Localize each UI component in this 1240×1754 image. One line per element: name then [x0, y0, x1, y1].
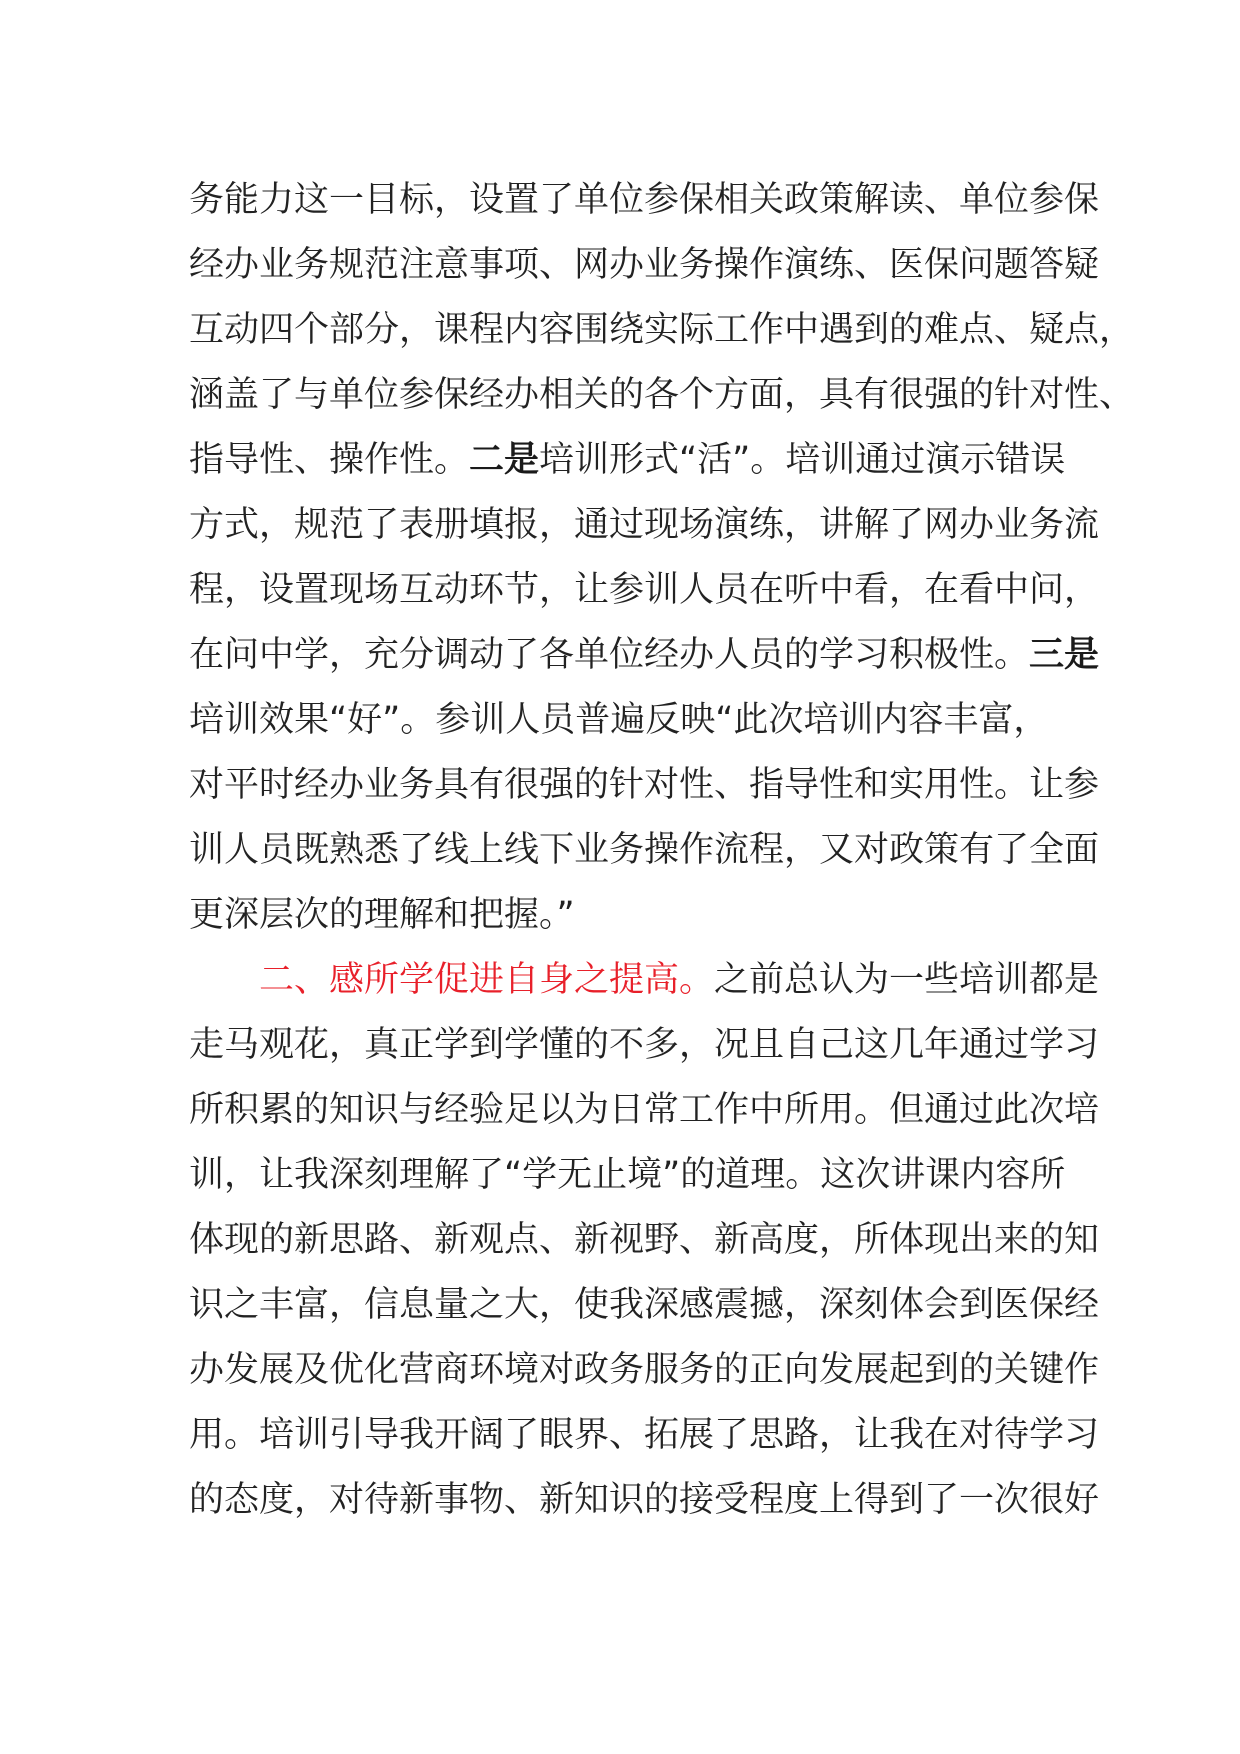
line-5-text-a: 指导性、操作性。 [189, 440, 470, 480]
paragraph-2-line-4: 训，让我深刻理解了“学无止境”的道理。这次讲课内容所 [189, 1155, 1066, 1195]
point-three-marker: 三是 [1029, 635, 1100, 675]
paragraph-1-line-3: 互动四个部分，课程内容围绕实际工作中遇到的难点、疑点， [189, 310, 1135, 350]
paragraph-1-line-5 [189, 428, 1069, 493]
line-5-text-b: 培训形式“活”。培训通过演示错误 [539, 440, 1066, 480]
paragraph-1-line-11: 训人员既熟悉了线上线下业务操作流程，又对政策有了全面 [189, 830, 1100, 870]
body-text [189, 168, 1135, 1533]
paragraph-2-line-1 [189, 948, 1100, 1013]
paragraph-2-line-7: 办发展及优化营商环境对政务服务的正向发展起到的关键作 [189, 1350, 1100, 1390]
paragraph-1-line-1: 务能力这一目标，设置了单位参保相关政策解读、单位参保 [189, 180, 1100, 220]
paragraph-1-line-8 [189, 623, 1100, 688]
line-8-text-a: 在问中学，充分调动了各单位经办人员的学习积极性。 [189, 635, 1030, 675]
paragraph-2-line-9: 的态度，对待新事物、新知识的接受程度上得到了一次很好 [189, 1480, 1100, 1520]
paragraph-2-line-1-rest: 之前总认为一些培训都是 [714, 960, 1100, 1000]
section-heading: 二、感所学促进自身之提高。 [259, 960, 715, 1000]
paragraph-1-line-6: 方式，规范了表册填报，通过现场演练，讲解了网办业务流 [189, 505, 1100, 545]
paragraph-1-line-4: 涵盖了与单位参保经办相关的各个方面，具有很强的针对性、 [189, 375, 1135, 415]
paragraph-2-line-8: 用。培训引导我开阔了眼界、拓展了思路，让我在对待学习 [189, 1415, 1100, 1455]
paragraph-1-line-9: 培训效果“好”。参训人员普遍反映“此次培训内容丰富， [189, 700, 1049, 740]
paragraph-1-line-12: 更深层次的理解和把握。” [189, 895, 575, 935]
paragraph-1-line-10: 对平时经办业务具有很强的针对性、指导性和实用性。让参 [189, 765, 1100, 805]
point-two-marker: 二是 [469, 440, 540, 480]
paragraph-1-line-2: 经办业务规范注意事项、网办业务操作演练、医保问题答疑 [189, 245, 1100, 285]
paragraph-2-line-6: 识之丰富，信息量之大，使我深感震撼，深刻体会到医保经 [189, 1285, 1100, 1325]
paragraph-2-line-3: 所积累的知识与经验足以为日常工作中所用。但通过此次培 [189, 1090, 1100, 1130]
paragraph-2-line-2: 走马观花，真正学到学懂的不多，况且自己这几年通过学习 [189, 1025, 1100, 1065]
paragraph-2-line-5: 体现的新思路、新观点、新视野、新高度，所体现出来的知 [189, 1220, 1100, 1260]
paragraph-1-line-7: 程，设置现场互动环节，让参训人员在听中看，在看中问， [189, 570, 1100, 610]
